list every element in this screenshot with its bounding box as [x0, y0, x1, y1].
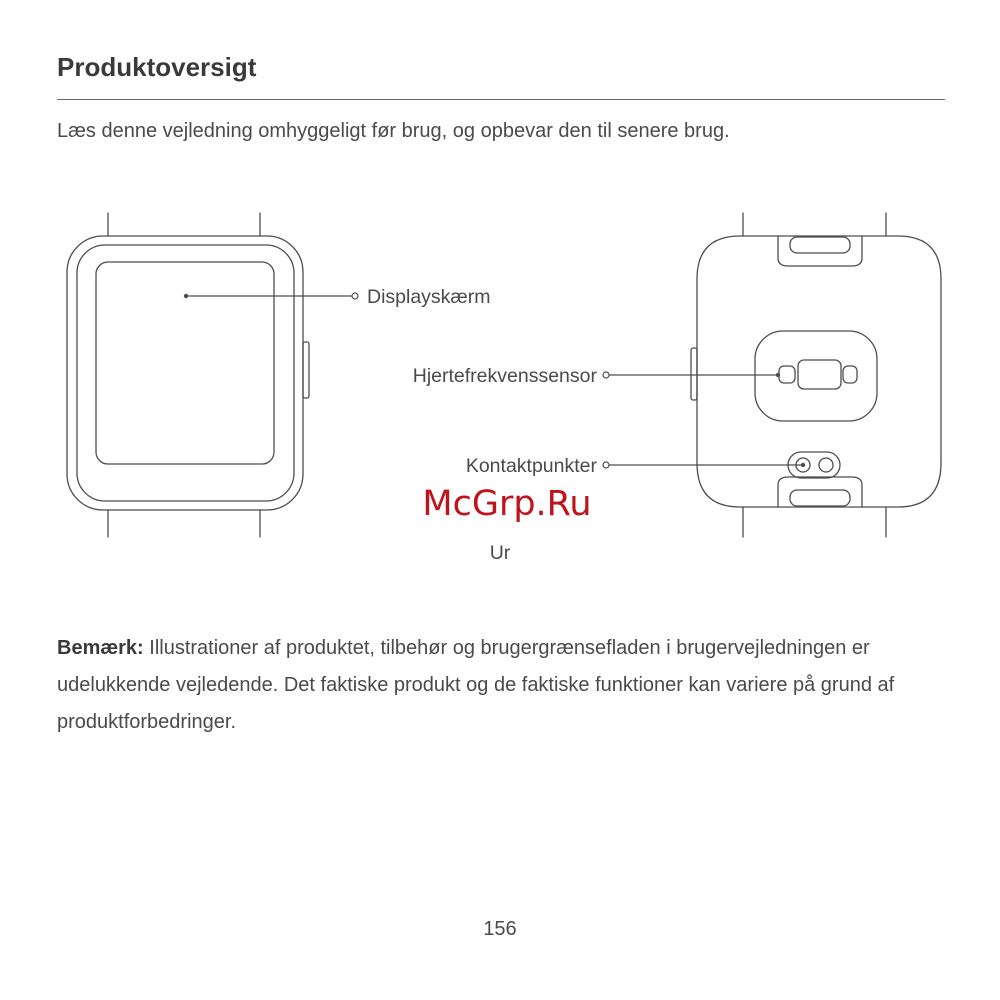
note-text: Illustrationer af produktet, tilbehør og brugergrænsefladen i brugervejledningen er udelukkende vejledende. Det faktiske produkt og de faktiske funktioner kan variere på grund af produktforbedringer. [57, 637, 895, 733]
page-number: 156 [483, 918, 517, 940]
note-paragraph [57, 630, 957, 741]
page-title: Produktoversigt [57, 52, 257, 82]
label-display: Displayskærm [367, 286, 491, 308]
display-screen-outline [96, 262, 274, 464]
heart-rate-sensor-area [755, 331, 877, 421]
intro-text: Læs denne vejledning omhyggeligt før brug, og opbevar den til senere brug. [57, 120, 730, 142]
label-heart-rate-sensor: Hjertefrekvenssensor [412, 365, 597, 387]
label-contact-points: Kontaktpunkter [465, 455, 597, 477]
note-label: Bemærk: [57, 637, 144, 659]
diagram-caption: Ur [489, 542, 511, 564]
watch-front-illustration [67, 213, 309, 537]
side-button [303, 342, 309, 398]
watermark: McGrp.Ru [422, 484, 592, 524]
